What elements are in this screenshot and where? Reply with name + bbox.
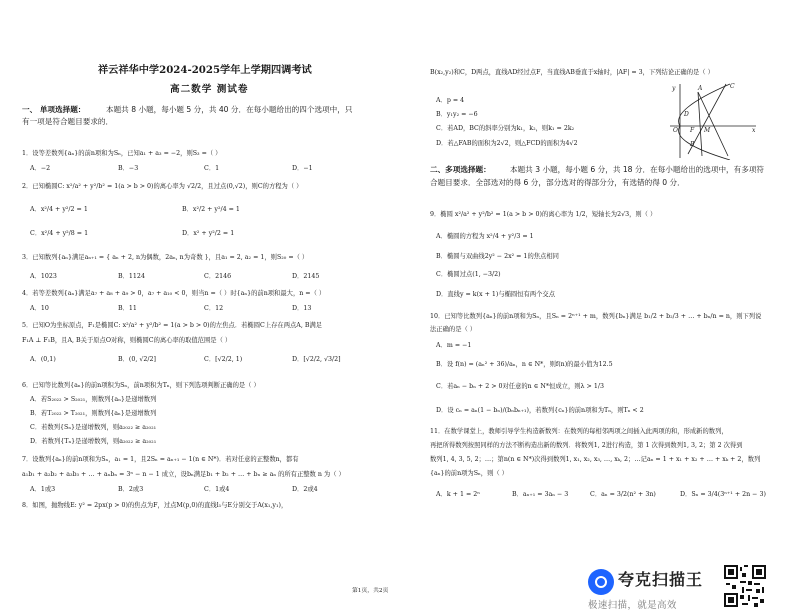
question-11-line-3: 数列1, 4, 3, 5, 2；…；第n(n ∈ N*)次得到数列1, x₁, x₂, x₃, …, xₖ, 2；…记aₙ = 1 + x₁ + x₂ + … + xₖ + 2，数列	[430, 456, 761, 463]
q4-option-c: C．12	[204, 305, 224, 312]
question-1: 1．设等差数列{aₙ}的前n项和为Sₙ，已知a₁ + a₃ = −2，则S₃ =（ ）	[22, 150, 222, 157]
q9-option-d: D．直线y = k(x + 1)与椭圆恒有两个交点	[436, 291, 556, 298]
q2-option-a: A．x²/4 + y²/2 = 1	[30, 206, 88, 213]
q7-option-a: A．1或3	[30, 486, 56, 493]
q4-option-a: A．10	[30, 305, 49, 312]
q7-option-b: B．2或3	[118, 486, 144, 493]
q8-option-d: D．若△FAB的面积为2√2，则△FCD的面积为4√2	[436, 140, 578, 147]
question-10: 10．已知等比数列{aₙ}的前n项和为Sₙ，且Sₙ = 2ⁿ⁺¹ + m，数列{bₙ}满足 b₁/2 + b₂/3 + … + bₙ/n = n，则下列说	[430, 313, 762, 320]
label-m: M	[704, 127, 711, 134]
q8-option-a: A．p = 4	[436, 97, 465, 104]
q7-option-c: C．1或4	[204, 486, 230, 493]
q11-option-d: D．Sₙ = 3/4(3ⁿ⁺¹ + 2n − 3)	[680, 491, 766, 498]
q3-option-b: B．1124	[118, 273, 145, 280]
scanner-watermark	[588, 567, 784, 611]
q3-option-c: C．2146	[204, 273, 232, 280]
label-c: C	[730, 83, 735, 90]
q6-option-a: A．若S₂₀₂₂ > S₂₀₂₁，则数列{aₙ}是递增数列	[30, 396, 157, 403]
q10-option-d: D．设 cₙ = aₙ(1 − bₙ)/(bₙbₙ₊₁)，若数列{cₙ}的前n项和为Tₙ，则Tₙ < 2	[436, 407, 644, 414]
section2-instructions-2: 合题目要求．全部选对的得 6 分，部分选对的得部分分，有选错的得 0 分．	[430, 178, 685, 187]
q5-option-d: D．[√2/2, √3/2]	[292, 356, 341, 363]
q9-option-b: B．椭圆与双曲线2y² − 2x² = 1的焦点相同	[436, 253, 559, 260]
q6-option-d: D．若数列{Tₙ}是递增数列，则a₂₀₂₂ ≥ a₂₀₂₁	[30, 438, 157, 445]
question-10-line-2: 法正确的是（ ）	[430, 326, 477, 333]
question-7-line-2: a₁b₁ + a₂b₂ + a₃b₃ + … + aₙbₙ = 3ⁿ − n − 1 成立，设bₙ满足b₁ + b₂ + … + bₙ ≥ aₙ 的所有正整数 n 为（ ）	[22, 471, 345, 478]
parabola-curve	[679, 84, 730, 160]
q5-option-a: A．(0,1)	[30, 356, 56, 363]
exam-subtitle: 高二数学 测试卷	[170, 84, 249, 95]
question-6: 6．已知等比数列{aₙ}的前n项积为Sₙ，前n项积为Tₙ，则下列选项判断正确的是（ ）	[22, 382, 260, 389]
q7-option-d: D．2或4	[292, 486, 318, 493]
question-5-line-2: F₁A ⊥ F₁B，且A, B关于原点O对称，则椭圆C的离心率的取值范围是（ ）	[22, 337, 232, 344]
line-ad	[698, 92, 728, 156]
question-5: 5．已知O为坐标原点，F₁是椭圆C: x²/a² + y²/b² = 1(a > b > 0)的左焦点．若椭圆C上存在两点A, B满足	[22, 322, 323, 329]
q11-option-c: C．aₙ = 3/2(n² + 3n)	[590, 491, 656, 498]
q3-option-a: A．1023	[30, 273, 57, 280]
q11-option-a: A．k + 1 = 2ⁿ	[436, 491, 480, 498]
q2-option-c: C．x²/4 + y²/8 = 1	[30, 230, 89, 237]
label-x: x	[752, 127, 756, 134]
q2-option-b: B．x²/2 + y²/4 = 1	[182, 206, 240, 213]
label-f: F	[690, 127, 695, 134]
q4-option-b: B．11	[118, 305, 137, 312]
question-11-line-4: {aₙ}的前n项为Sₙ，则（ ）	[430, 470, 508, 477]
watermark-app-name: 夸克扫描王	[618, 570, 704, 589]
q10-option-c: C．若aₙ − bₙ + 2 > 0对任意的n ∈ N*恒成立，则λ > 1/3	[436, 383, 604, 390]
question-8-continued: B(x₂,y₂)和C，D两点，直线AD经过点F，当直线AB垂直于x轴时，|AF| = 3，下列结论正确的是（ ）	[430, 69, 714, 76]
question-11: 11．在数学课堂上，教师引导学生构造新数列：在数列的每相邻两项之间插入此两项的和，形成新的数列，	[430, 428, 728, 435]
section1-instructions-2: 有一项是符合题目要求的．	[22, 117, 114, 126]
q3-option-d: D．2145	[292, 273, 320, 280]
q11-option-b: B．aₙ₊₁ = 3aₙ − 3	[512, 491, 569, 498]
q1-option-d: D．−1	[292, 165, 313, 172]
question-2: 2．已知椭圆C: x²/a² + y²/b² = 1(a > b > 0)的离心率为 √2/2，且过点(0,√2)，则C的方程为（ ）	[22, 183, 303, 190]
q6-option-c: C．若数列{Sₙ}是递增数列，则a₂₀₂₂ ≥ a₂₀₂₁	[30, 424, 157, 431]
question-11-line-2: 再把所得数列按照同样的方法不断构造出新的数列．将数列1, 2进行构造，第 1 次得到数列1, 3, 2；第 2 次得到	[430, 442, 743, 449]
line-ab	[698, 92, 702, 156]
q6-option-b: B．若T₂₀₂₂ > T₂₀₂₁，则数列{aₙ}是递增数列	[30, 410, 157, 417]
question-4: 4．若等差数列{aₙ}满足a₇ + a₈ + a₉ > 0，a₇ + a₁₀ < 0，则当n =（ ）时{aₙ}的前n项和最大，n =（ ）	[22, 290, 326, 297]
q1-option-a: A．−2	[30, 165, 51, 172]
q8-option-b: B．y₁y₂ = −6	[436, 111, 478, 118]
label-b: B	[690, 141, 695, 148]
page-footer: 第1页，共2页	[352, 588, 389, 594]
q8-option-c: C．若AD，BC的斜率分别为k₁，k₂，则k₁ = 2k₂	[436, 125, 575, 132]
parabola-figure	[668, 80, 760, 160]
label-d: D	[684, 111, 689, 118]
question-7: 7．设数列{aₙ}的前n项和为Sₙ，a₁ = 1，且2Sₙ = aₙ₊₁ − 1(n ∈ N*)．若对任意的正整数n，都有	[22, 456, 299, 463]
exam-title: 祥云祥华中学2024-2025学年上学期四调考试	[98, 64, 312, 76]
q1-option-c: C．1	[204, 165, 220, 172]
question-9: 9．椭圆 x²/a² + y²/b² = 1(a > b > 0)的离心率为 1/2，短轴长为2√3，则（ ）	[430, 211, 657, 218]
section2-heading: 二、多项选择题：	[430, 165, 491, 174]
q2-option-d: D．x² + y²/2 = 1	[182, 230, 235, 237]
label-o: O	[673, 127, 678, 134]
q5-option-c: C．[√2/2, 1)	[204, 356, 243, 363]
q10-option-a: A．m = −1	[436, 342, 472, 349]
qr-code-icon	[724, 565, 766, 607]
section2-instructions: 本题共 3 小题，每小题 6 分，共 18 分．在每小题给出的选项中，有多项符	[510, 165, 765, 174]
label-a: A	[698, 85, 703, 92]
q4-option-d: D．13	[292, 305, 312, 312]
q9-option-a: A．椭圆的方程为 x²/4 + y²/3 = 1	[436, 233, 534, 240]
question-8: 8．如图，抛物线E: y² = 2px(p > 0)的焦点为F，过点M(p,0)的直线l₁与E分别交于A(x₁,y₁)，	[22, 502, 288, 509]
label-y: y	[672, 85, 676, 92]
question-3: 3．已知数列{aₙ}满足aₙ₊₁ = { aₙ + 2, n为偶数，2aₙ, n为奇数 }，且a₁ = 2, a₂ = 1，则S₂₀ =（ ）	[22, 254, 309, 261]
quark-logo-icon	[588, 569, 614, 595]
watermark-slogan: 极速扫描，就是高效	[588, 600, 677, 611]
q10-option-b: B．设 f(n) = (aₙ² + 36)/aₙ，n ∈ N*，则f(n)的最小值为12.5	[436, 361, 613, 368]
q9-option-c: C．椭圆过点(1, −3/2)	[436, 271, 501, 278]
q1-option-b: B．−3	[118, 165, 139, 172]
section1-heading: 一、 单项选择题：	[22, 105, 86, 114]
section1-instructions: 本题共 8 小题，每小题 5 分，共 40 分．在每小题给出的四个选项中，只	[106, 105, 353, 114]
q5-option-b: B．(0, √2/2]	[118, 356, 156, 363]
